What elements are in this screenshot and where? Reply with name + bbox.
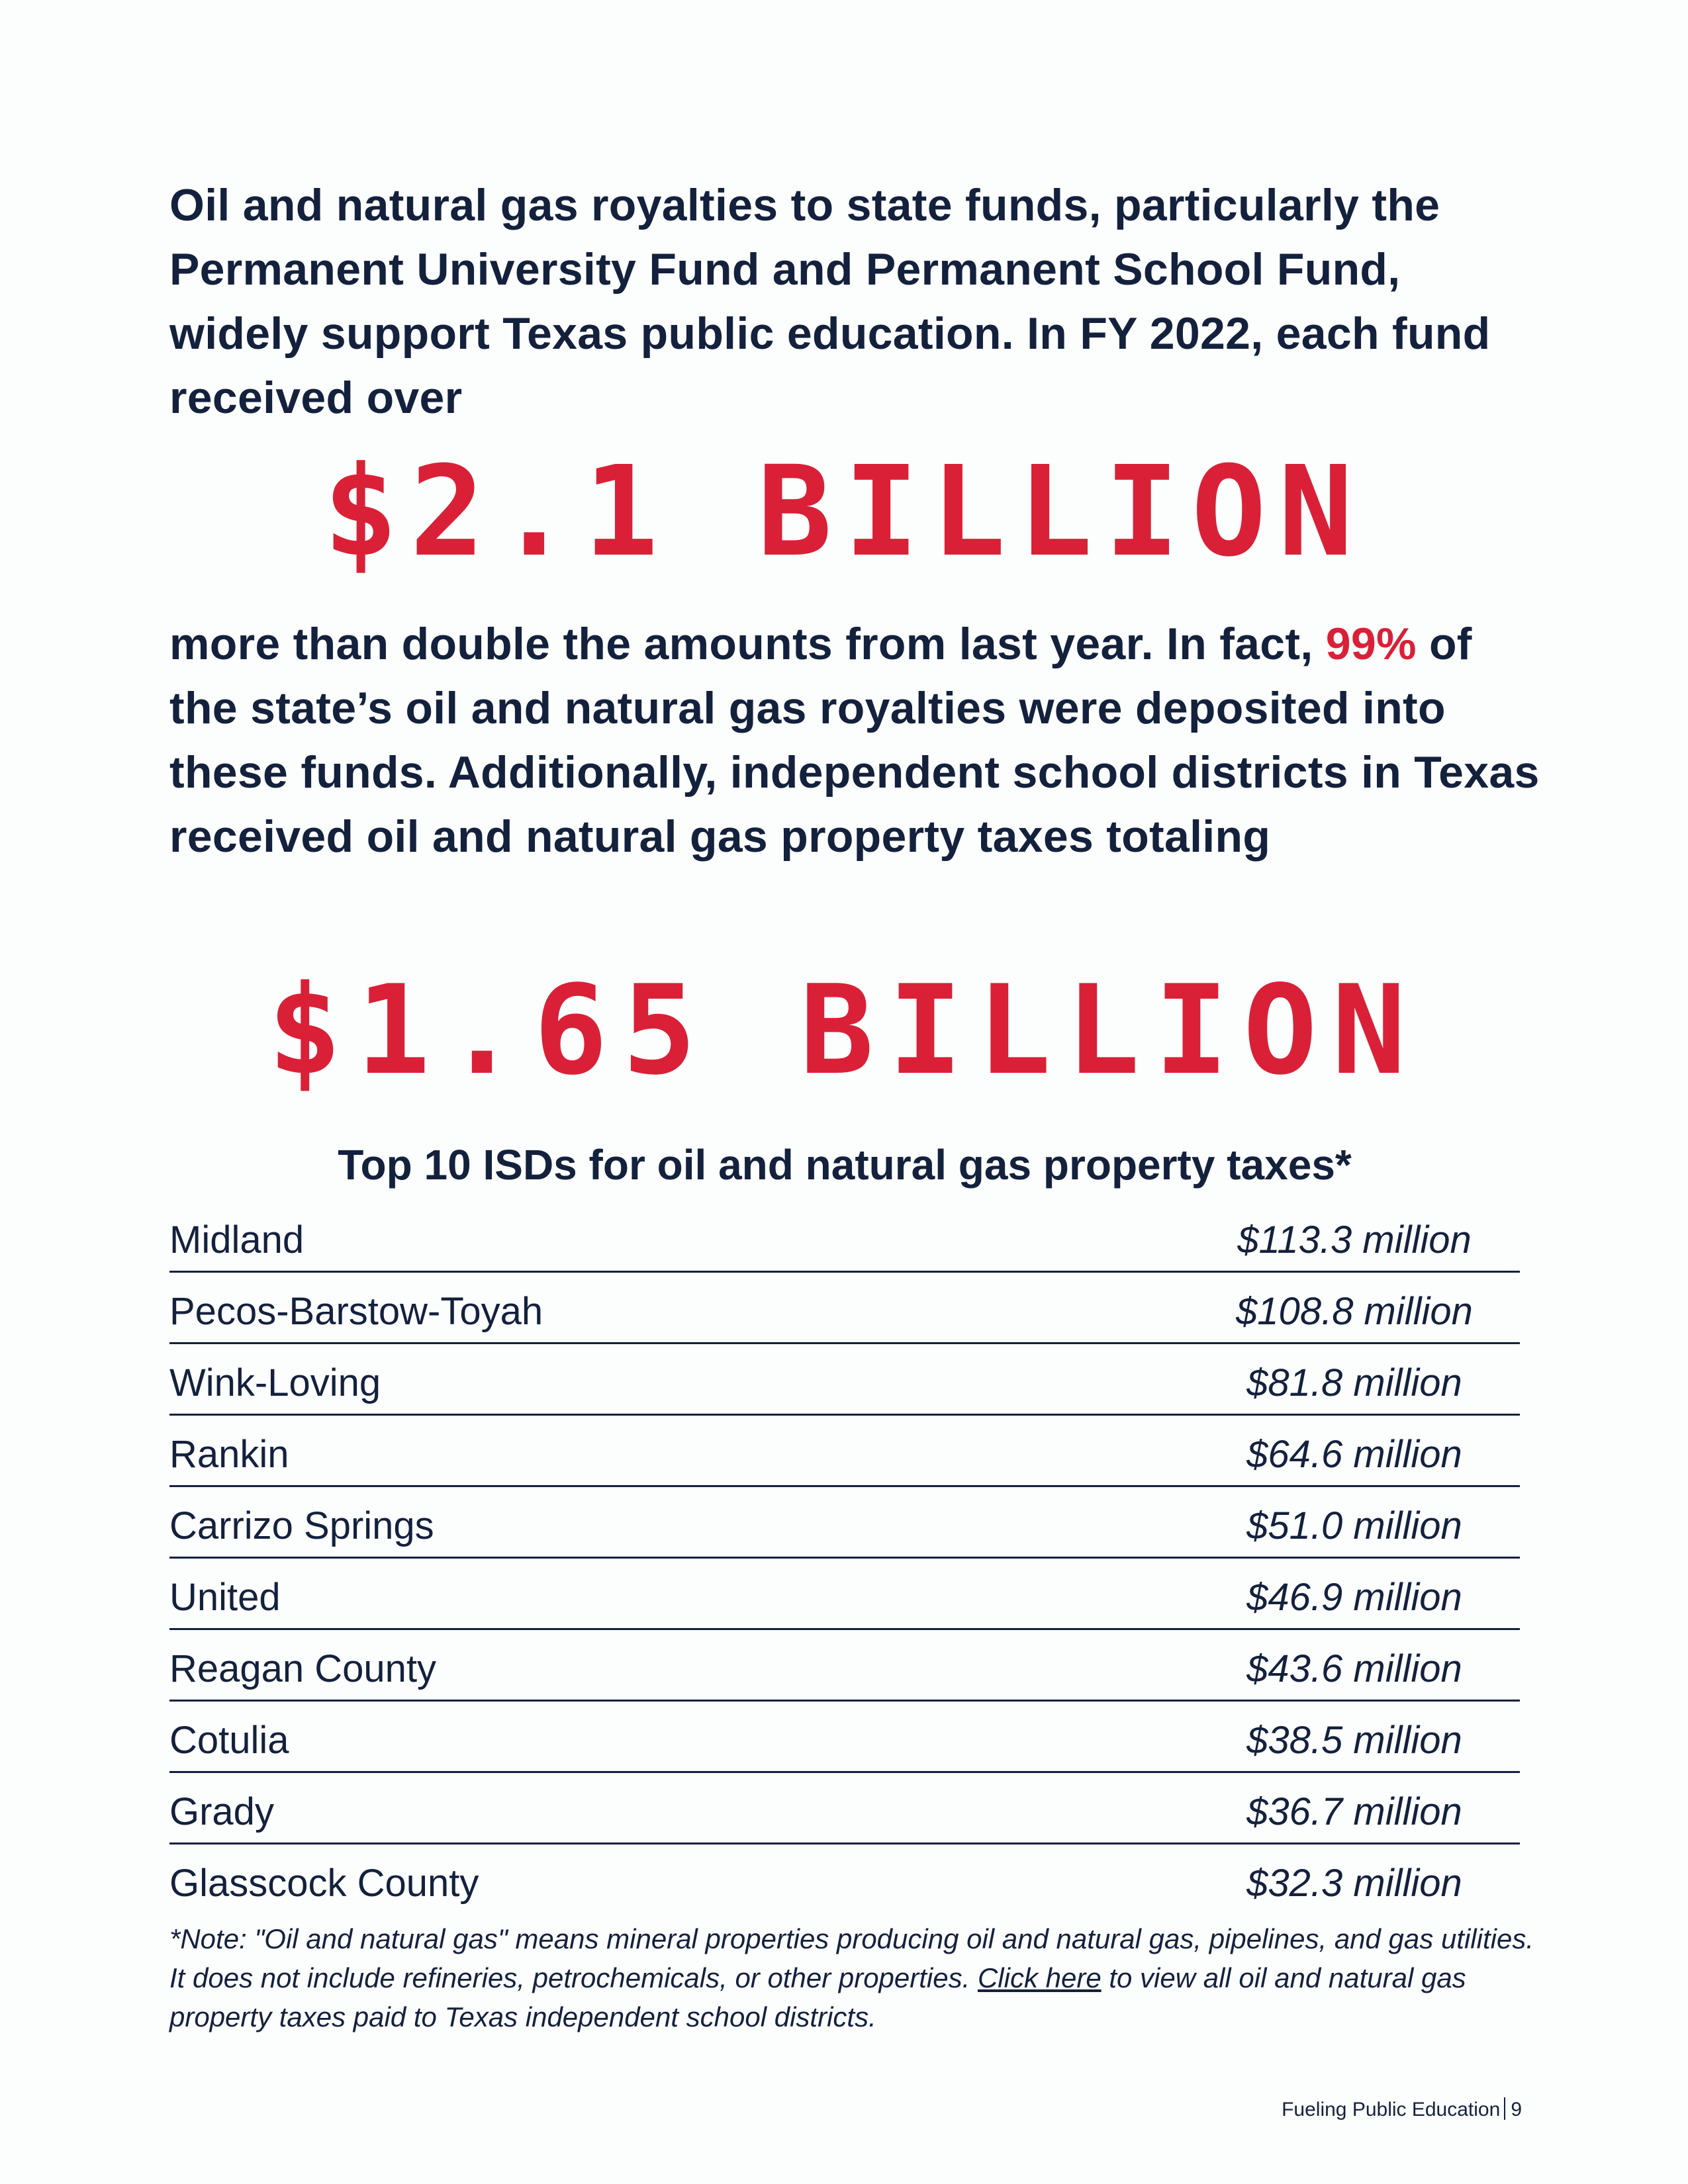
- table-row: [169, 1416, 1520, 1487]
- footer-divider: [1504, 2097, 1505, 2120]
- isd-amount-cell: [1215, 1432, 1688, 1478]
- table-row: [169, 1559, 1520, 1630]
- isd-name: Grady: [169, 1790, 274, 1833]
- isd-amount: $36.7 million: [1246, 1790, 1462, 1833]
- isd-name: Rankin: [169, 1433, 289, 1476]
- isd-name: Pecos-Barstow-Toyah: [169, 1290, 543, 1333]
- isd-amount-cell: [1215, 1646, 1688, 1692]
- table-row: [169, 1344, 1520, 1416]
- isd-amount: $32.3 million: [1246, 1862, 1462, 1905]
- isd-name: Glasscock County: [169, 1862, 479, 1905]
- table-row: [169, 1487, 1520, 1559]
- isd-amount: $108.8 million: [1236, 1290, 1473, 1333]
- page-footer: [1282, 2097, 1522, 2123]
- table-row: [169, 1273, 1520, 1344]
- table-row: [169, 1773, 1520, 1844]
- isd-amount-cell: [1215, 1503, 1688, 1549]
- footnote-text-part-2: to view all oil and natural gas property taxes paid to Texas independent school districts.: [169, 1962, 1466, 2032]
- table-row: [169, 1702, 1520, 1773]
- isd-name: Midland: [169, 1218, 305, 1261]
- percent-highlight: 99%: [1325, 619, 1417, 669]
- isd-amount-cell: [1215, 1574, 1688, 1621]
- footnote: [169, 1919, 1546, 2036]
- isd-amount-cell: [1215, 1289, 1688, 1335]
- isd-name: Carrizo Springs: [169, 1504, 434, 1547]
- table-title: Top 10 ISDs for oil and natural gas property taxes*: [338, 1141, 1352, 1189]
- isd-amount: $64.6 million: [1246, 1433, 1462, 1476]
- royalty-figure: $2.1 BILLION: [322, 439, 1366, 584]
- click-here-link[interactable]: Click here: [977, 1962, 1102, 1993]
- isd-amount-cell: [1215, 1217, 1688, 1263]
- table-row: [169, 1844, 1520, 1914]
- isd-amount: $51.0 million: [1246, 1504, 1462, 1547]
- isd-amount: $81.8 million: [1246, 1361, 1462, 1404]
- footer-title: Fueling Public Education: [1282, 2099, 1501, 2120]
- footnote-text-part-1: *Note: "Oil and natural gas" means mineral properties producing oil and natural gas, pipelines, and gas utilities. It does not include refineries, petrochemicals, or other properties.: [169, 1923, 1534, 1993]
- isd-amount-cell: [1215, 1789, 1688, 1835]
- intro-paragraph: Oil and natural gas royalties to state funds, particularly the Permanent University Fund and Permanent School Fund, widely support Texas public education. In FY 2022, each fund received over: [169, 180, 1491, 423]
- table-row: [169, 1630, 1520, 1702]
- isd-amount: $46.9 million: [1246, 1576, 1462, 1619]
- isd-amount: $43.6 million: [1246, 1647, 1462, 1690]
- page-number: 9: [1511, 2099, 1522, 2120]
- isd-amount: $38.5 million: [1246, 1719, 1462, 1762]
- isd-amount-cell: [1215, 1717, 1688, 1764]
- isd-name: Wink-Loving: [169, 1361, 381, 1404]
- isd-name: Cotulia: [169, 1719, 289, 1762]
- body-text-part-1: more than double the amounts from last year. In fact,: [169, 619, 1326, 669]
- isd-amount-cell: [1215, 1860, 1688, 1907]
- isd-name: United: [169, 1576, 281, 1619]
- isd-table: [169, 1201, 1520, 1914]
- isd-name: Reagan County: [169, 1647, 437, 1690]
- property-tax-figure: $1.65 BILLION: [267, 958, 1421, 1102]
- isd-amount: $113.3 million: [1237, 1218, 1472, 1261]
- body-paragraph: [169, 612, 1546, 869]
- table-row: [169, 1201, 1520, 1273]
- isd-amount-cell: [1215, 1360, 1688, 1406]
- body-text-part-2: of the state’s oil and natural gas royalties were deposited into these funds. Additionally, independent school districts in Texas received oil and natural gas property taxes totaling: [169, 619, 1540, 862]
